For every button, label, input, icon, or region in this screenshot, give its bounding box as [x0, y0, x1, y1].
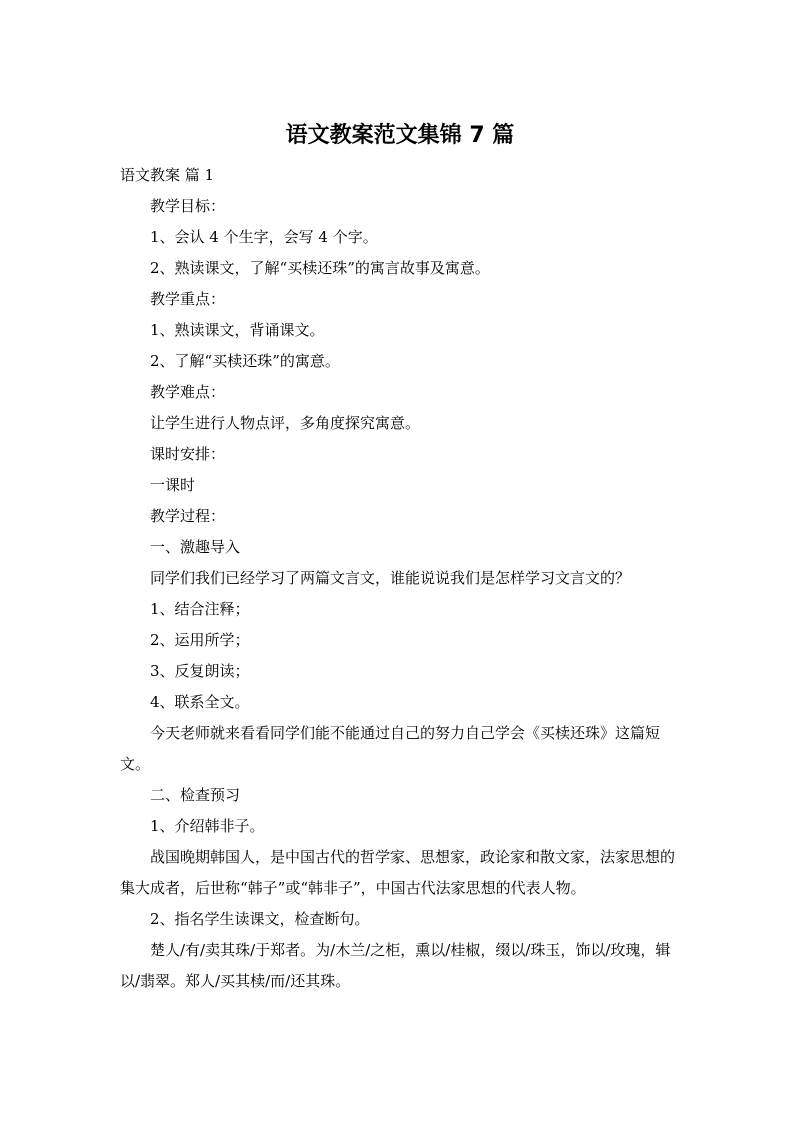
paragraph: 教学重点：: [150, 290, 226, 308]
paragraph: 教学过程：: [150, 507, 226, 525]
paragraph: 教学目标：: [150, 197, 226, 215]
paragraph: 1、结合注释；: [150, 600, 250, 618]
section-heading: 语文教案 篇 1: [120, 166, 215, 184]
paragraph: 课时安排：: [150, 445, 226, 463]
paragraph: 楚人/有/卖其珠/于郑者。为/木兰/之柜，熏以/桂椒，缀以/珠玉，饰以/玫瑰，辑以/翡翠。郑人/买其椟/而/还其珠。: [120, 941, 671, 990]
paragraph: 1、介绍韩非子。: [150, 817, 265, 835]
paragraph: 4、联系全文。: [150, 693, 250, 711]
document-title: 语文教案范文集锦 7 篇: [285, 123, 515, 148]
paragraph: 1、熟读课文，背诵课文。: [150, 321, 325, 339]
document-body: [120, 160, 680, 997]
paragraph: 2、熟读课文，了解“买椟还珠”的寓言故事及寓意。: [150, 259, 490, 277]
paragraph: 一课时: [150, 476, 196, 494]
paragraph: 让学生进行人物点评，多角度探究寓意。: [150, 414, 421, 432]
paragraph: 战国晚期韩国人，是中国古代的哲学家、思想家，政论家和散文家，法家思想的集大成者，后世称“韩子”或“韩非子”，中国古代法家思想的代表人物。: [120, 848, 676, 897]
paragraph: 1、会认 4 个生字，会写 4 个字。: [150, 228, 378, 246]
paragraph: 2、了解“买椟还珠”的寓意。: [150, 352, 340, 370]
paragraph: 今天老师就来看看同学们能不能通过自己的努力自己学会《买椟还珠》这篇短文。: [120, 724, 661, 773]
paragraph: 教学难点：: [150, 383, 226, 401]
paragraph: 一、激趣导入: [150, 538, 241, 556]
paragraph: 二、检查预习: [150, 786, 241, 804]
paragraph: 2、运用所学；: [150, 631, 250, 649]
paragraph: 同学们我们已经学习了两篇文言文，谁能说说我们是怎样学习文言文的？: [150, 569, 631, 587]
paragraph: 2、指名学生读课文，检查断句。: [150, 910, 370, 928]
paragraph: 3、反复朗读；: [150, 662, 250, 680]
